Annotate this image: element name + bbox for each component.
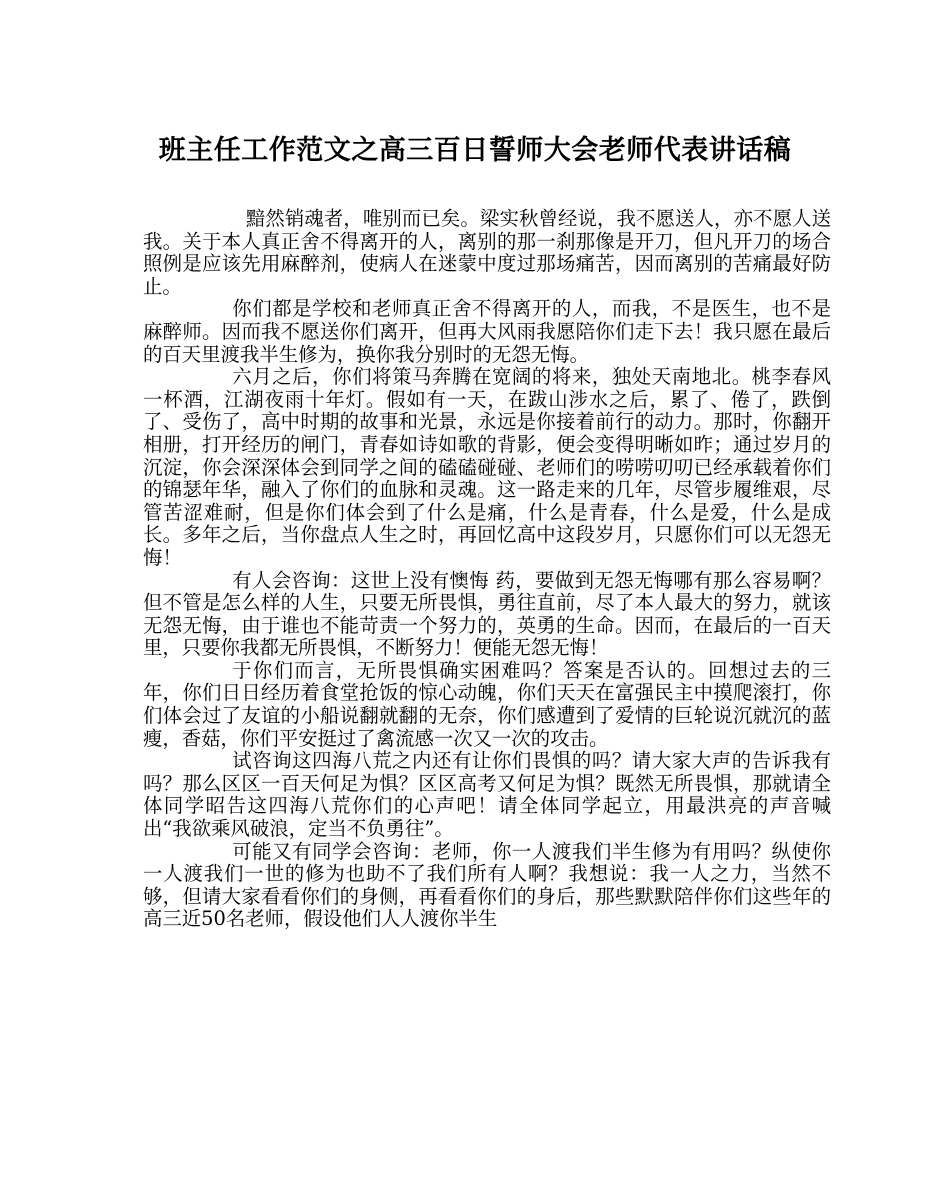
paragraph: 于你们而言，无所畏惧确实困难吗？答案是否认的。回想过去的三年，你们日日经历着食堂抢饭的惊心动魄，你们天天在富强民主中摸爬滚打，你们体会过了友谊的小船说翻就翻的无奈，你们感遭到了爱情的巨轮说沉就沉的蓝瘦，香菇，你们平安挺过了禽流感一次又一次的攻击。 [143,658,831,750]
document-title: 班主任工作范文之高三百日誓师大会老师代表讲话稿 [158,135,792,166]
paragraph: 你们都是学校和老师真正舍不得离开的人，而我，不是医生，也不是麻醉师。因而我不愿送你们离开，但再大风雨我愿陪你们走下去！我只愿在最后的百天里渡我半生修为，换你我分别时的无怨无悔。 [143,297,831,366]
paragraph: 试咨询这四海八荒之内还有让你们畏惧的吗？请大家大声的告诉我有吗？那么区区一百天何足为惧？区区高考又何足为惧？既然无所畏惧，那就请全体同学昭告这四海八荒你们的心声吧！请全体同学起立，用最洪亮的声音喊出“我欲乘风破浪，定当不负勇往”。 [143,749,831,841]
paragraph: 六月之后，你们将策马奔腾在宽阔的将来，独处天南地北。桃李春风一杯酒，江湖夜雨十年灯。假如有一天，在跋山涉水之后，累了、倦了，跌倒了、受伤了，高中时期的故事和光景，永远是你接着前行的动力。那时，你翻开相册，打开经历的闸门，青春如诗如歌的背影，便会变得明晰如昨；通过岁月的沉淀，你会深深体会到同学之间的磕磕碰碰、老师们的唠唠叨叨已经承载着你们的锦瑟年华，融入了你们的血脉和灵魂。这一路走来的几年，尽管步履维艰，尽管苦涩难耐，但是你们体会到了什么是痛，什么是青春，什么是爱，什么是成长。多年之后，当你盘点人生之时，再回忆高中这段岁月，只愿你们可以无怨无悔！ [143,365,831,569]
document-body [143,208,831,931]
paragraph: 黯然销魂者，唯别而已矣。梁实秋曾经说，我不愿送人，亦不愿人送我。关于本人真正舍不得离开的人，离别的那一刹那像是开刀，但凡开刀的场合照例是应该先用麻醉剂，使病人在迷蒙中度过那场痛苦，因而离别的苦痛最好防止。 [143,207,831,298]
paragraph: 有人会咨询：这世上没有懊悔 药，要做到无怨无悔哪有那么容易啊？但不管是怎么样的人生，只要无所畏惧，勇往直前，尽了本人最大的努力，就该无怨无悔，由于谁也不能苛责一个努力的，英勇的生命。因而，在最后的一百天里，只要你我都无所畏惧，不断努力！便能无怨无悔！ [143,568,831,660]
paragraph: 可能又有同学会咨询：老师，你一人渡我们半生修为有用吗？纵使你一人渡我们一世的修为也助不了我们所有人啊？我想说：我一人之力，当然不够，但请大家看看你们的身侧，再看看你们的身后，那些默默陪伴你们这些年的高三近50名老师，假设他们人人渡你半生 [143,839,831,931]
